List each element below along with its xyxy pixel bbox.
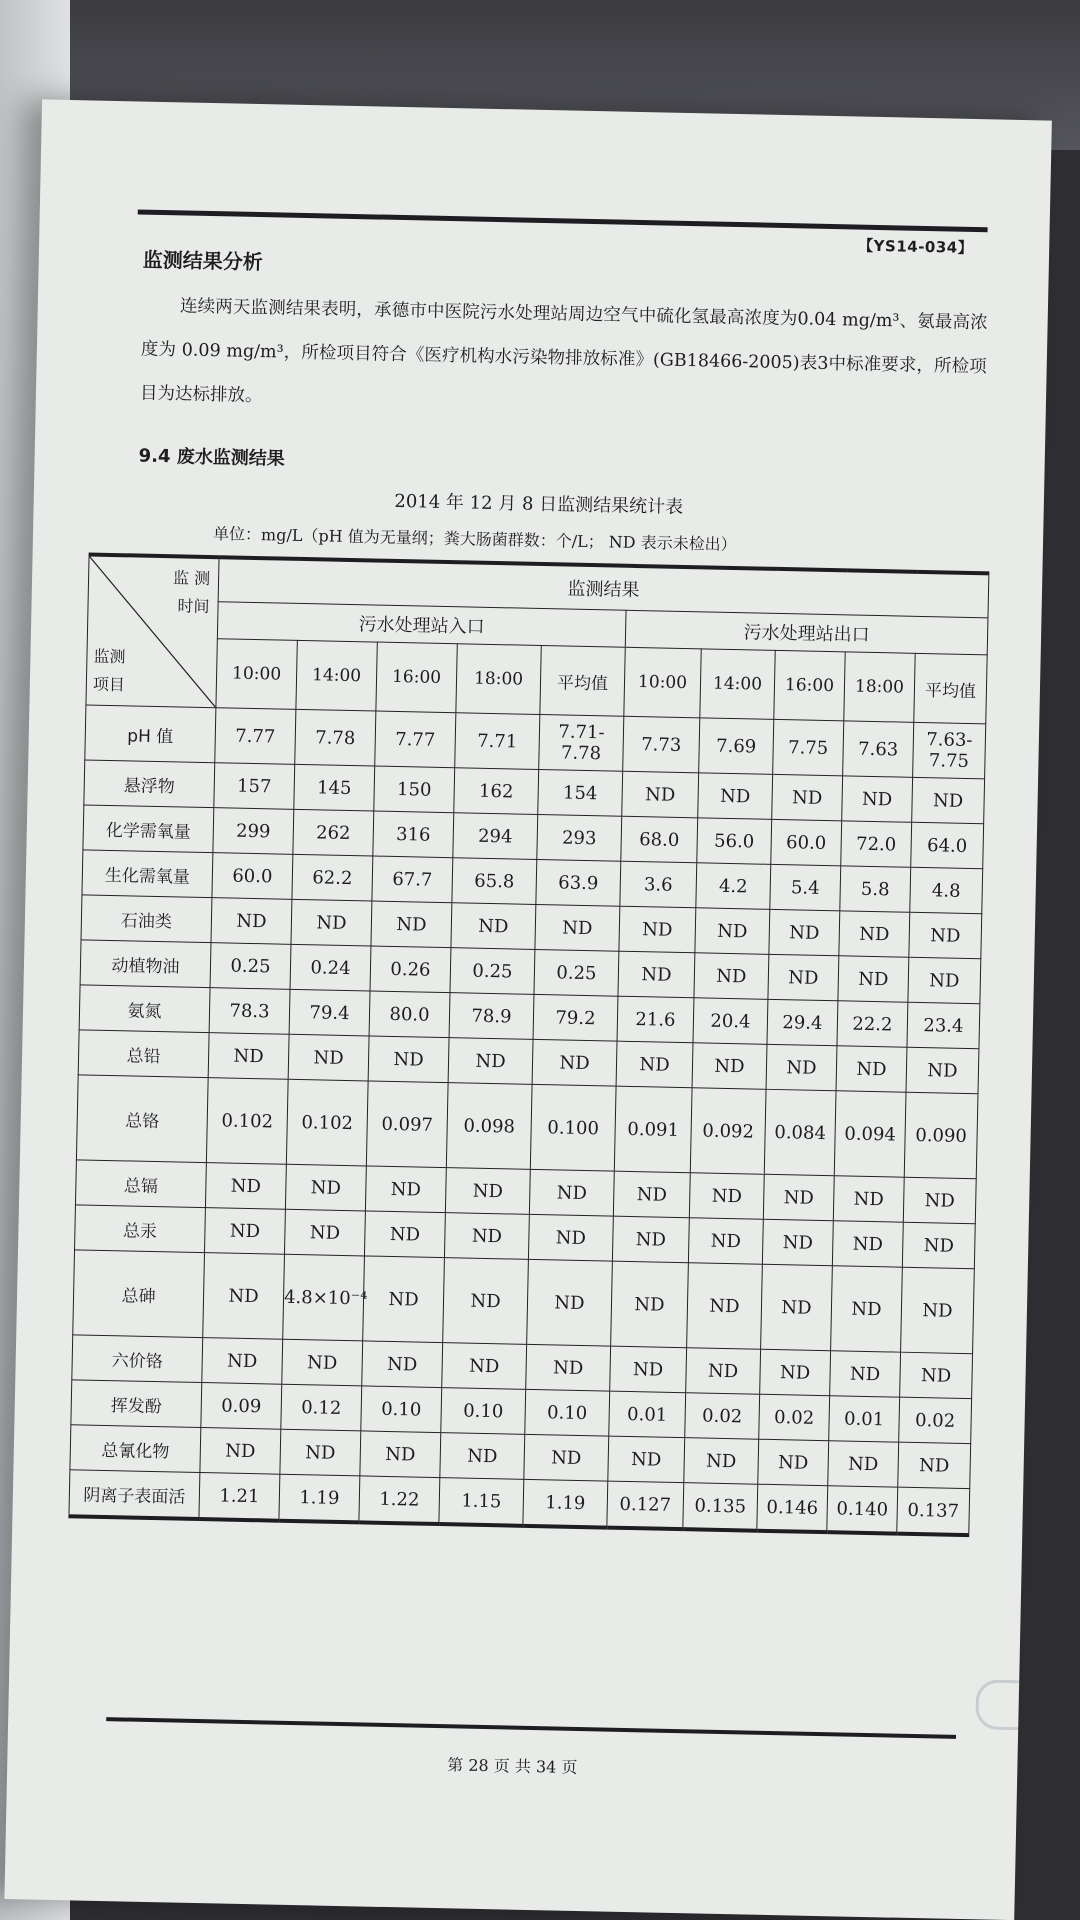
table-unit-note: 单位：mg/L（pH 值为无量纲；粪大肠菌群数：个/L； ND 表示未检出） xyxy=(212,524,737,555)
time-header-cell: 16:00 xyxy=(376,642,457,713)
table-cell: ND xyxy=(763,1174,834,1220)
table-cell: 0.12 xyxy=(281,1384,362,1431)
table-cell: 5.8 xyxy=(840,866,911,912)
table-cell: ND xyxy=(445,1168,530,1215)
time-header-cell: 18:00 xyxy=(844,652,915,722)
row-item-label: 总汞 xyxy=(75,1205,206,1253)
table-cell: 4.2 xyxy=(696,863,771,910)
table-cell: 0.25 xyxy=(450,948,535,995)
row-item-label: 动植物油 xyxy=(80,940,211,988)
table-title: 2014 年 12 月 8 日监测结果统计表 xyxy=(394,490,684,518)
table-cell: ND xyxy=(203,1253,285,1340)
table-cell: ND xyxy=(211,898,292,945)
table-cell: ND xyxy=(527,1259,613,1346)
table-cell: ND xyxy=(689,1173,764,1220)
table-cell: 7.77 xyxy=(375,711,456,768)
table-cell: 78.9 xyxy=(449,993,534,1040)
analysis-paragraph xyxy=(140,284,989,434)
table-cell: 262 xyxy=(293,809,374,856)
table-cell: 0.127 xyxy=(607,1481,684,1529)
table-cell: ND xyxy=(448,1038,533,1085)
table-cell: 0.090 xyxy=(904,1092,978,1178)
results-table xyxy=(68,552,989,1537)
table-cell: ND xyxy=(200,1428,281,1475)
table-cell: ND xyxy=(442,1343,527,1390)
table-cell: ND xyxy=(371,901,452,948)
table-cell: 7.63 xyxy=(843,721,914,777)
table-cell: ND xyxy=(695,908,770,955)
table-cell: 0.26 xyxy=(370,946,451,993)
table-cell: 72.0 xyxy=(841,821,912,867)
paper-clip-icon xyxy=(975,1679,1019,1730)
table-cell: ND xyxy=(364,1211,445,1258)
corner-header-cell xyxy=(86,555,219,708)
table-cell: 0.10 xyxy=(525,1389,610,1436)
table-cell: 7.73 xyxy=(623,716,700,773)
results-table-wrapper xyxy=(68,552,988,1537)
table-cell: ND xyxy=(900,1352,973,1398)
table-cell: 150 xyxy=(374,766,455,813)
row-item-label: 阴离子表面活 xyxy=(69,1470,200,1519)
table-cell: ND xyxy=(619,906,696,953)
table-cell: 0.02 xyxy=(899,1397,972,1443)
table-cell: 63.9 xyxy=(536,859,621,906)
table-cell: ND xyxy=(529,1169,614,1216)
table-cell: ND xyxy=(906,1047,979,1093)
corner-label-time-line2: 时间 xyxy=(177,596,210,617)
table-cell: ND xyxy=(532,1039,617,1086)
table-cell: ND xyxy=(284,1209,365,1256)
group-header-inlet: 污水处理站入口 xyxy=(217,602,626,648)
table-cell: 23.4 xyxy=(907,1002,980,1048)
table-cell: ND xyxy=(291,899,372,946)
table-cell: 64.0 xyxy=(911,822,984,868)
document-page xyxy=(4,99,1051,1920)
table-cell: ND xyxy=(694,953,769,1000)
table-cell: 78.3 xyxy=(209,988,290,1035)
table-cell: ND xyxy=(686,1348,761,1395)
table-cell: ND xyxy=(908,957,981,1003)
table-cell: 1.19 xyxy=(279,1474,360,1522)
table-cell: 29.4 xyxy=(767,999,838,1045)
table-cell: ND xyxy=(839,911,910,957)
row-item-label: 挥发酚 xyxy=(71,1380,202,1428)
table-cell: 0.100 xyxy=(530,1084,616,1171)
table-cell: 67.7 xyxy=(372,856,453,903)
table-cell: ND xyxy=(838,956,909,1002)
table-cell: ND xyxy=(535,904,620,951)
table-cell: 22.2 xyxy=(837,1001,908,1047)
table-cell: 1.22 xyxy=(359,1476,440,1524)
table-cell: ND xyxy=(836,1046,907,1092)
table-cell: 79.2 xyxy=(533,994,618,1041)
time-header-cell: 10:00 xyxy=(624,647,701,718)
results-table-body xyxy=(69,705,986,1535)
group-header-outlet: 污水处理站出口 xyxy=(625,610,988,655)
table-cell: ND xyxy=(698,773,773,820)
table-cell: 0.097 xyxy=(366,1081,448,1168)
table-cell: ND xyxy=(909,912,982,958)
table-cell: ND xyxy=(612,1216,689,1263)
time-header-cell: 10:00 xyxy=(216,639,297,710)
table-cell: 0.146 xyxy=(757,1484,828,1532)
time-header-cell: 16:00 xyxy=(774,650,845,720)
row-item-label: 悬浮物 xyxy=(84,760,215,808)
table-cell: 299 xyxy=(213,808,294,855)
table-cell: 0.102 xyxy=(286,1079,368,1166)
time-header-cell: 平均值 xyxy=(914,653,987,723)
table-cell: ND xyxy=(772,774,843,820)
table-cell: 0.02 xyxy=(685,1393,760,1440)
table-cell: ND xyxy=(524,1434,609,1481)
row-item-label: 六价铬 xyxy=(72,1335,203,1383)
table-cell: 0.098 xyxy=(446,1083,532,1170)
table-cell: ND xyxy=(451,903,536,950)
row-item-label: 总氰化物 xyxy=(70,1425,201,1473)
table-cell: 0.01 xyxy=(829,1396,900,1442)
table-cell: ND xyxy=(280,1429,361,1476)
row-item-label: pH 值 xyxy=(85,705,216,763)
table-cell: 0.02 xyxy=(759,1394,830,1440)
table-cell: ND xyxy=(758,1439,829,1485)
table-cell: 7.69 xyxy=(699,718,774,775)
time-header-cell: 14:00 xyxy=(700,649,775,720)
table-cell: 0.01 xyxy=(609,1391,686,1438)
table-cell: 0.135 xyxy=(683,1483,758,1531)
table-cell: 79.4 xyxy=(289,989,370,1036)
table-cell: ND xyxy=(831,1266,903,1352)
table-cell: 20.4 xyxy=(693,998,768,1045)
table-cell: 7.75 xyxy=(773,719,844,775)
table-cell: 1.21 xyxy=(199,1473,280,1521)
table-cell: ND xyxy=(618,951,695,998)
table-cell: ND xyxy=(687,1263,763,1350)
row-item-label: 总镉 xyxy=(75,1160,206,1208)
header-rule-thick xyxy=(138,209,988,232)
row-item-label: 氨氮 xyxy=(79,985,210,1033)
table-cell: 7.71-7.78 xyxy=(539,714,624,771)
table-cell: ND xyxy=(842,776,913,822)
table-cell: ND xyxy=(444,1213,529,1260)
table-cell: 0.10 xyxy=(441,1388,526,1435)
table-cell: ND xyxy=(205,1163,286,1210)
subsection-heading: 9.4 废水监测结果 xyxy=(138,445,286,470)
row-item-label: 总铬 xyxy=(76,1075,208,1163)
table-cell: ND xyxy=(692,1043,767,1090)
table-cell: ND xyxy=(360,1431,441,1478)
table-cell: ND xyxy=(610,1346,687,1393)
table-cell: ND xyxy=(363,1256,445,1343)
table-cell: ND xyxy=(526,1344,611,1391)
time-header-cell: 14:00 xyxy=(296,640,377,711)
time-header-cell: 18:00 xyxy=(456,644,541,715)
table-cell: ND xyxy=(528,1214,613,1261)
table-cell: 21.6 xyxy=(617,996,694,1043)
table-cell: ND xyxy=(368,1036,449,1083)
row-item-label: 总铅 xyxy=(78,1030,209,1078)
table-cell: 0.25 xyxy=(210,943,291,990)
table-cell: 65.8 xyxy=(452,858,537,905)
table-cell: ND xyxy=(362,1341,443,1388)
table-cell: ND xyxy=(613,1171,690,1218)
table-cell: 4.8×10⁻⁴ xyxy=(283,1254,365,1341)
table-cell: ND xyxy=(622,771,699,818)
table-cell: 56.0 xyxy=(697,818,772,865)
table-cell: 0.094 xyxy=(834,1091,906,1177)
table-cell: ND xyxy=(912,777,985,823)
table-cell: 60.0 xyxy=(771,819,842,865)
table-cell: 68.0 xyxy=(621,816,698,863)
table-cell: ND xyxy=(769,909,840,955)
table-cell: 60.0 xyxy=(212,853,293,900)
table-cell: ND xyxy=(828,1441,899,1487)
table-cell: 0.091 xyxy=(614,1086,692,1173)
time-header-cell: 平均值 xyxy=(540,645,625,716)
table-cell: 1.19 xyxy=(523,1479,608,1527)
table-cell: ND xyxy=(766,1044,837,1090)
table-cell: 1.15 xyxy=(439,1478,524,1526)
table-cell: ND xyxy=(285,1164,366,1211)
table-cell: 5.4 xyxy=(770,864,841,910)
table-cell: 7.77 xyxy=(215,708,296,765)
table-cell: ND xyxy=(768,954,839,1000)
document-code: 【YS14-034】 xyxy=(857,236,974,257)
table-cell: ND xyxy=(903,1177,976,1223)
table-cell: ND xyxy=(832,1221,903,1267)
table-cell: ND xyxy=(902,1222,975,1268)
table-cell: ND xyxy=(204,1208,285,1255)
table-cell: 80.0 xyxy=(369,991,450,1038)
corner-label-item-line2: 项目 xyxy=(92,674,126,695)
footer-rule xyxy=(106,1717,956,1739)
table-cell: 293 xyxy=(537,814,622,861)
table-cell: ND xyxy=(901,1267,975,1353)
corner-label-time-line1: 监 测 xyxy=(172,568,211,589)
table-cell: 0.084 xyxy=(764,1089,836,1175)
table-cell: 7.63-7.75 xyxy=(913,722,986,778)
table-cell: 7.71 xyxy=(455,713,540,770)
table-cell: ND xyxy=(830,1351,901,1397)
table-cell: 3.6 xyxy=(620,861,697,908)
table-cell: ND xyxy=(898,1442,971,1488)
table-cell: ND xyxy=(282,1339,363,1386)
analysis-paragraph-text: 连续两天监测结果表明，承德市中医院污水处理站周边空气中硫化氢最高浓度为0.04 mg/m³、氨最高浓度为 0.09 mg/m³，所检项目符合《医疗机构水污染物排放标准》(GB18466-2005)表3中标准要求，所检项目为达标排放。 xyxy=(139,296,988,407)
table-cell: 0.25 xyxy=(534,949,619,996)
table-cell: ND xyxy=(365,1166,446,1213)
table-cell: ND xyxy=(288,1034,369,1081)
corner-label-item xyxy=(93,643,126,700)
table-cell: ND xyxy=(443,1258,529,1345)
row-item-label: 石油类 xyxy=(81,895,212,943)
table-cell: 0.24 xyxy=(290,944,371,991)
corner-label-time xyxy=(172,564,210,621)
table-cell: ND xyxy=(202,1338,283,1385)
table-cell: ND xyxy=(688,1218,763,1265)
table-cell: 7.78 xyxy=(295,709,376,766)
table-cell: 162 xyxy=(454,768,539,815)
row-item-label: 生化需氧量 xyxy=(82,850,213,898)
table-cell: 0.137 xyxy=(897,1487,970,1535)
table-cell: 154 xyxy=(538,769,623,816)
table-cell: 0.140 xyxy=(827,1486,898,1534)
page-footer: 第 28 页 共 34 页 xyxy=(447,1755,578,1777)
table-cell: 62.2 xyxy=(292,854,373,901)
table-cell: 0.092 xyxy=(690,1088,766,1175)
table-cell: 294 xyxy=(453,813,538,860)
table-cell: ND xyxy=(762,1219,833,1265)
table-cell: 157 xyxy=(214,763,295,810)
table-cell: 0.10 xyxy=(361,1386,442,1433)
table-cell: ND xyxy=(611,1261,689,1348)
table-cell: ND xyxy=(833,1176,904,1222)
table-cell: 0.102 xyxy=(206,1078,288,1165)
table-cell: 0.09 xyxy=(201,1383,282,1430)
section-heading: 监测结果分析 xyxy=(142,247,264,275)
table-cell: ND xyxy=(440,1433,525,1480)
table-cell: 145 xyxy=(294,764,375,811)
table-cell: ND xyxy=(608,1436,685,1483)
table-cell: ND xyxy=(760,1349,831,1395)
table-cell: ND xyxy=(616,1041,693,1088)
table-cell: 316 xyxy=(373,811,454,858)
results-header: 监测结果 xyxy=(218,557,989,618)
row-item-label: 化学需氧量 xyxy=(83,805,214,853)
table-cell: ND xyxy=(761,1264,833,1350)
table-cell: ND xyxy=(684,1438,759,1485)
row-item-label: 总砷 xyxy=(73,1250,205,1338)
corner-label-item-line1: 监测 xyxy=(93,646,126,667)
table-cell: ND xyxy=(208,1033,289,1080)
table-cell: 4.8 xyxy=(910,867,983,913)
